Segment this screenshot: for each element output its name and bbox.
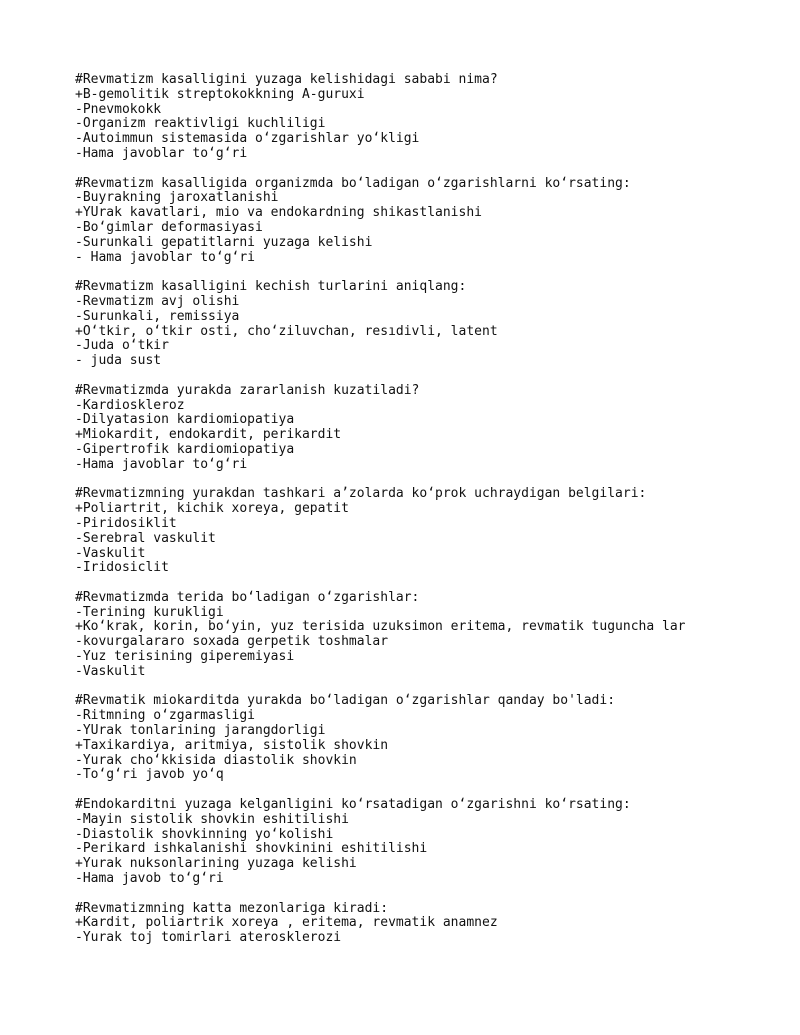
answer-option: +Kardit, poliartrik xoreya , eritema, revmatik anamnez xyxy=(75,915,498,931)
answer-option: +Oʻtkir, oʻtkir osti, choʻziluvchan, resıdivli, latent xyxy=(75,323,498,339)
document-body xyxy=(75,73,775,961)
answer-option: +Yurak nuksonlarining yuzaga kelishi xyxy=(75,856,357,872)
answer-option: +Koʻkrak, korin, boʻyin, yuz terisida uzuksimon eritema, revmatik tuguncha lar xyxy=(75,619,686,635)
question-text: #Revmatizmda terida boʻladigan oʻzgarishlar: xyxy=(75,589,420,605)
question-text: #Revmatizmda yurakda zararlanish kuzatiladi? xyxy=(75,382,420,398)
answer-option: -Toʻgʻri javob yoʻq xyxy=(75,767,224,783)
answer-option: +YUrak kavatlari, mio va endokardning shikastlanishi xyxy=(75,205,482,221)
answer-option: -Autoimmun sistemasida oʻzgarishlar yoʻkligi xyxy=(75,131,420,147)
answer-option: - Hama javoblar toʻgʻri xyxy=(75,249,256,265)
question-text: #Revmatik miokarditda yurakda boʻladigan oʻzgarishlar qanday bo'ladi: xyxy=(75,693,616,709)
answer-option: -Terining kurukligi xyxy=(75,604,224,620)
answer-option: -Serebral vaskulit xyxy=(75,530,216,546)
answer-option: -Revmatizm avj olishi xyxy=(75,293,240,309)
question-block xyxy=(75,384,775,473)
answer-option: -Perikard ishkalanishi shovkinini eshitilishi xyxy=(75,841,428,857)
question-text: #Revmatizm kasalligini kechish turlarini aniqlang: xyxy=(75,279,467,295)
question-block xyxy=(75,280,775,369)
answer-option: +Poliartrit, kichik xoreya, gepatit xyxy=(75,501,349,517)
answer-option: -Yurak choʻkkisida diastolik shovkin xyxy=(75,752,357,768)
answer-option: -Hama javoblar toʻgʻri xyxy=(75,456,248,472)
answer-option: +Miokardit, endokardit, perikardit xyxy=(75,427,342,443)
answer-option: +B-gemolitik streptokokkning A-guruxi xyxy=(75,86,365,102)
answer-option: -Mayin sistolik shovkin eshitilishi xyxy=(75,811,349,827)
question-text: #Revmatizmning katta mezonlariga kiradi: xyxy=(75,900,389,916)
question-block xyxy=(75,798,775,887)
answer-option: -Yuz terisining giperemiyasi xyxy=(75,649,295,665)
question-block xyxy=(75,73,775,162)
answer-option: -Vaskulit xyxy=(75,545,146,561)
answer-option: -Vaskulit xyxy=(75,663,146,679)
answer-option: -Piridosiklit xyxy=(75,515,177,531)
answer-option: -Juda oʻtkir xyxy=(75,338,169,354)
answer-option: -Diastolik shovkinning yoʻkolishi xyxy=(75,826,334,842)
answer-option: -Ritmning oʻzgarmasligi xyxy=(75,708,256,724)
answer-option: +Taxikardiya, aritmiya, sistolik shovkin xyxy=(75,737,389,753)
answer-option: -Buyrakning jaroxatlanishi xyxy=(75,190,279,206)
answer-option: -Pnevmokokk xyxy=(75,101,162,117)
answer-option: -Yurak toj tomirlari aterosklerozi xyxy=(75,930,342,946)
answer-option: -Iridosiclit xyxy=(75,560,169,576)
answer-option: -YUrak tonlarining jarangdorligi xyxy=(75,723,326,739)
question-block xyxy=(75,177,775,266)
question-text: #Revmatizm kasalligini yuzaga kelishidagi sababi nima? xyxy=(75,72,498,87)
answer-option: -Gipertrofik kardiomiopatiya xyxy=(75,441,295,457)
answer-option: -Organizm reaktivligi kuchliligi xyxy=(75,116,326,132)
answer-option: -Hama javob toʻgʻri xyxy=(75,871,224,887)
question-text: #Revmatizm kasalligida organizmda boʻladigan oʻzgarishlarni koʻrsating: xyxy=(75,175,631,191)
question-text: #Endokarditni yuzaga kelganligini koʻrsatadigan oʻzgarishni koʻrsating: xyxy=(75,797,631,813)
answer-option: -Surunkali gepatitlarni yuzaga kelishi xyxy=(75,234,373,250)
question-block xyxy=(75,694,775,783)
answer-option: -Surunkali, remissiya xyxy=(75,308,240,324)
question-block xyxy=(75,902,775,946)
answer-option: - juda sust xyxy=(75,353,162,369)
answer-option: -Kardioskleroz xyxy=(75,397,185,413)
question-block xyxy=(75,487,775,576)
answer-option: -Hama javoblar toʻgʻri xyxy=(75,145,248,161)
answer-option: -kovurgalararo soxada gerpetik toshmalar xyxy=(75,634,389,650)
answer-option: -Dilyatasion kardiomiopatiya xyxy=(75,412,295,428)
question-text: #Revmatizmning yurakdan tashkari aʼzolarda koʻprok uchraydigan belgilari: xyxy=(75,486,647,502)
answer-option: -Boʻgimlar deformasiyasi xyxy=(75,219,263,235)
question-block xyxy=(75,591,775,680)
